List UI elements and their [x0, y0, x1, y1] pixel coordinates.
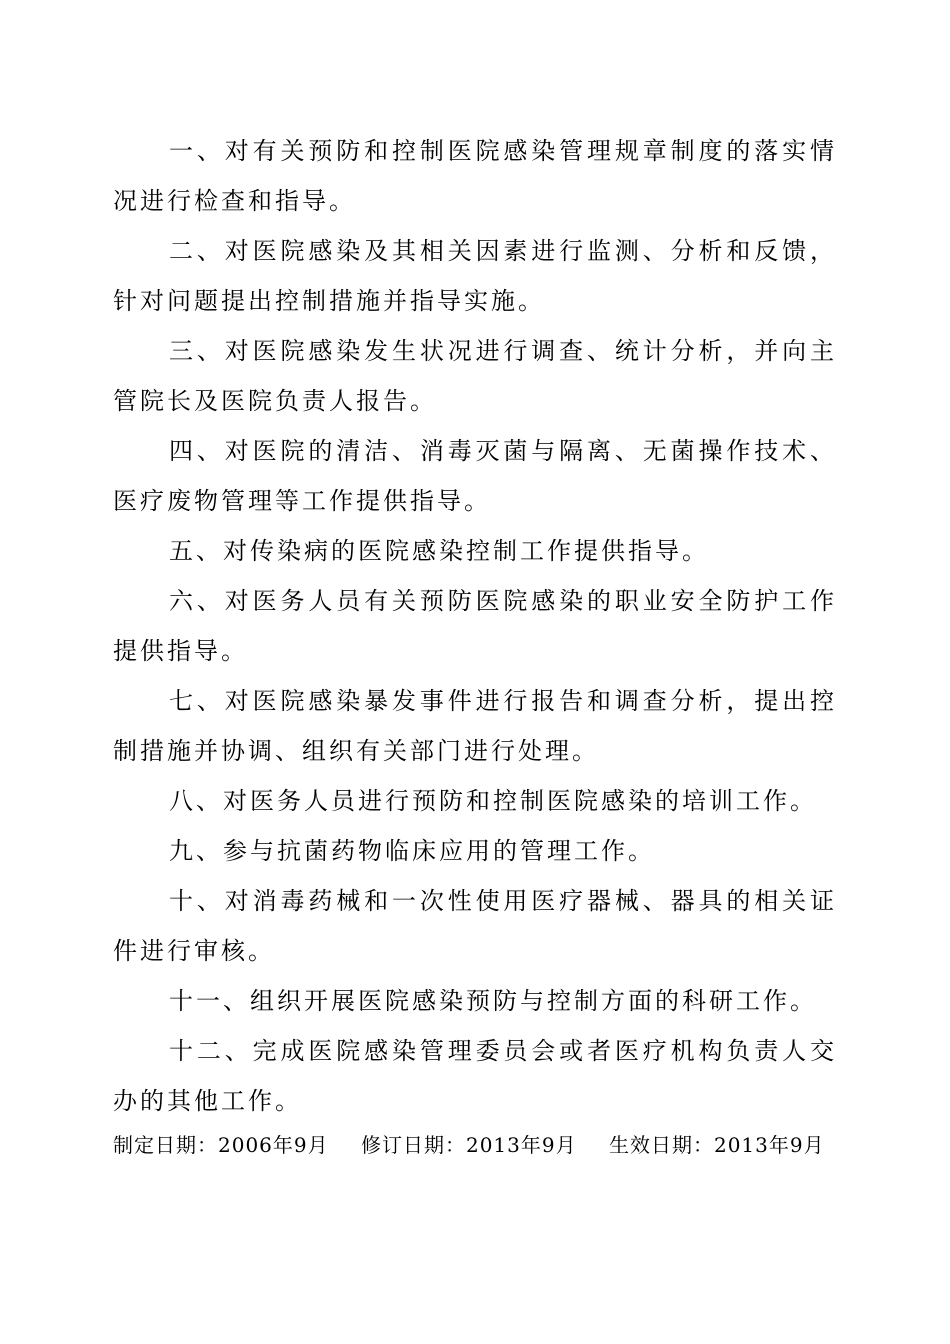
duty-item-5: 五、对传染病的医院感染控制工作提供指导。: [169, 537, 709, 565]
duty-item-9: 九、参与抗菌药物临床应用的管理工作。: [169, 837, 655, 865]
established-date: 制定日期：2006年9月: [113, 1133, 329, 1157]
duties-list: [113, 126, 837, 1126]
duty-item-8: 八、对医务人员进行预防和控制医院感染的培训工作。: [169, 787, 817, 815]
revised-date: 修订日期：2013年9月: [360, 1133, 577, 1157]
duty-item-6: 六、对医务人员有关预防医院感染的职业安全防护工作提供指导。: [113, 587, 837, 665]
duty-item-7: 七、对医院感染暴发事件进行报告和调查分析，提出控制措施并协调、组织有关部门进行处理。: [113, 687, 837, 765]
duty-item-2: 二、对医院感染及其相关因素进行监测、分析和反馈，针对问题提出控制措施并指导实施。: [113, 237, 837, 315]
duty-item-1: 一、对有关预防和控制医院感染管理规章制度的落实情况进行检查和指导。: [113, 137, 837, 215]
document-dates: [113, 1128, 853, 1162]
effective-date: 生效日期：2013年9月: [608, 1133, 825, 1157]
duty-item-12: 十二、完成医院感染管理委员会或者医疗机构负责人交办的其他工作。: [113, 1037, 837, 1115]
duty-item-11: 十一、组织开展医院感染预防与控制方面的科研工作。: [169, 987, 817, 1015]
duty-item-3: 三、对医院感染发生状况进行调查、统计分析，并向主管院长及医院负责人报告。: [113, 337, 837, 415]
duty-item-10: 十、对消毒药械和一次性使用医疗器械、器具的相关证件进行审核。: [113, 887, 837, 965]
duty-item-4: 四、对医院的清洁、消毒灭菌与隔离、无菌操作技术、医疗废物管理等工作提供指导。: [113, 437, 837, 515]
